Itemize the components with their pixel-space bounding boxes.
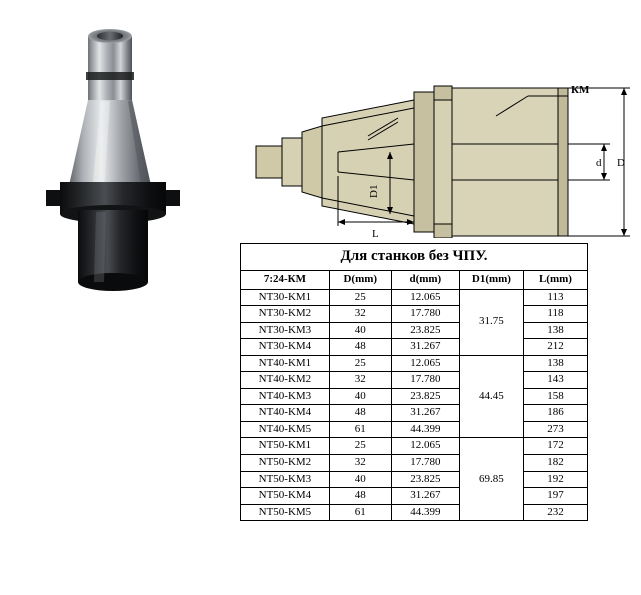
cell-model: NT40-KM1 bbox=[241, 355, 330, 372]
cell-model: NT30-KM2 bbox=[241, 306, 330, 323]
cell-d: 61 bbox=[329, 421, 391, 438]
cell-d1: 44.45 bbox=[459, 355, 523, 438]
table-row bbox=[241, 388, 588, 405]
cell-model: NT40-KM5 bbox=[241, 421, 330, 438]
cell-model: NT50-KM3 bbox=[241, 471, 330, 488]
table-row bbox=[241, 372, 588, 389]
cell-l: 172 bbox=[523, 438, 587, 455]
cell-dsmall: 31.267 bbox=[391, 488, 459, 505]
cell-d: 48 bbox=[329, 405, 391, 422]
cell-dsmall: 12.065 bbox=[391, 289, 459, 306]
cell-d: 61 bbox=[329, 504, 391, 521]
table-row bbox=[241, 488, 588, 505]
header-dsmall: d(mm) bbox=[391, 271, 459, 290]
cell-d: 40 bbox=[329, 388, 391, 405]
label-d-small: d bbox=[596, 157, 602, 169]
taper-tool-holder-photo bbox=[0, 0, 238, 300]
cell-dsmall: 17.780 bbox=[391, 306, 459, 323]
table-row bbox=[241, 504, 588, 521]
cell-d: 40 bbox=[329, 322, 391, 339]
cell-l: 186 bbox=[523, 405, 587, 422]
cell-l: 182 bbox=[523, 455, 587, 472]
header-l: L(mm) bbox=[523, 271, 587, 290]
cell-l: 197 bbox=[523, 488, 587, 505]
cell-l: 212 bbox=[523, 339, 587, 356]
cell-dsmall: 31.267 bbox=[391, 405, 459, 422]
cell-dsmall: 23.825 bbox=[391, 388, 459, 405]
table-row bbox=[241, 355, 588, 372]
cell-dsmall: 23.825 bbox=[391, 322, 459, 339]
photo-graphic bbox=[0, 0, 238, 300]
table-row bbox=[241, 438, 588, 455]
spec-table-container bbox=[240, 243, 588, 521]
table-title: Для станков без ЧПУ. bbox=[240, 243, 588, 270]
header-d1: D1(mm) bbox=[459, 271, 523, 290]
cell-d: 48 bbox=[329, 488, 391, 505]
label-km: КМ bbox=[571, 84, 590, 96]
cell-model: NT50-KM5 bbox=[241, 504, 330, 521]
drawing-graphic bbox=[238, 48, 641, 238]
cell-l: 232 bbox=[523, 504, 587, 521]
cell-d1: 69.85 bbox=[459, 438, 523, 521]
cell-l: 273 bbox=[523, 421, 587, 438]
cell-dsmall: 12.065 bbox=[391, 438, 459, 455]
label-l: L bbox=[372, 228, 379, 238]
cell-model: NT30-KM4 bbox=[241, 339, 330, 356]
table-row bbox=[241, 289, 588, 306]
spec-table bbox=[240, 243, 588, 521]
cell-d1: 31.75 bbox=[459, 289, 523, 355]
cell-d: 25 bbox=[329, 438, 391, 455]
cell-model: NT30-KM3 bbox=[241, 322, 330, 339]
cell-d: 25 bbox=[329, 355, 391, 372]
table-row bbox=[241, 322, 588, 339]
cell-l: 192 bbox=[523, 471, 587, 488]
table-row bbox=[241, 405, 588, 422]
cell-d: 25 bbox=[329, 289, 391, 306]
table-row bbox=[241, 471, 588, 488]
table-header-row bbox=[241, 271, 588, 290]
cell-dsmall: 44.399 bbox=[391, 504, 459, 521]
cell-l: 118 bbox=[523, 306, 587, 323]
cell-dsmall: 44.399 bbox=[391, 421, 459, 438]
cell-dsmall: 31.267 bbox=[391, 339, 459, 356]
cell-model: NT40-KM3 bbox=[241, 388, 330, 405]
table-row bbox=[241, 421, 588, 438]
cell-model: NT40-KM4 bbox=[241, 405, 330, 422]
label-d1: D1 bbox=[368, 184, 380, 198]
cell-d: 32 bbox=[329, 306, 391, 323]
cell-model: NT50-KM1 bbox=[241, 438, 330, 455]
cell-l: 113 bbox=[523, 289, 587, 306]
cell-l: 138 bbox=[523, 355, 587, 372]
table-row bbox=[241, 455, 588, 472]
cell-model: NT30-KM1 bbox=[241, 289, 330, 306]
header-model: 7:24-КМ bbox=[241, 271, 330, 290]
cell-model: NT50-KM2 bbox=[241, 455, 330, 472]
header-d: D(mm) bbox=[329, 271, 391, 290]
cell-l: 158 bbox=[523, 388, 587, 405]
cell-dsmall: 23.825 bbox=[391, 471, 459, 488]
cell-model: NT50-KM4 bbox=[241, 488, 330, 505]
table-row bbox=[241, 306, 588, 323]
table-row bbox=[241, 339, 588, 356]
label-d-big: D bbox=[617, 157, 625, 169]
cell-d: 48 bbox=[329, 339, 391, 356]
technical-drawing bbox=[238, 48, 641, 238]
cell-l: 138 bbox=[523, 322, 587, 339]
cell-d: 32 bbox=[329, 455, 391, 472]
cell-l: 143 bbox=[523, 372, 587, 389]
cell-d: 32 bbox=[329, 372, 391, 389]
cell-dsmall: 17.780 bbox=[391, 372, 459, 389]
cell-d: 40 bbox=[329, 471, 391, 488]
cell-dsmall: 12.065 bbox=[391, 355, 459, 372]
cell-model: NT40-KM2 bbox=[241, 372, 330, 389]
cell-dsmall: 17.780 bbox=[391, 455, 459, 472]
